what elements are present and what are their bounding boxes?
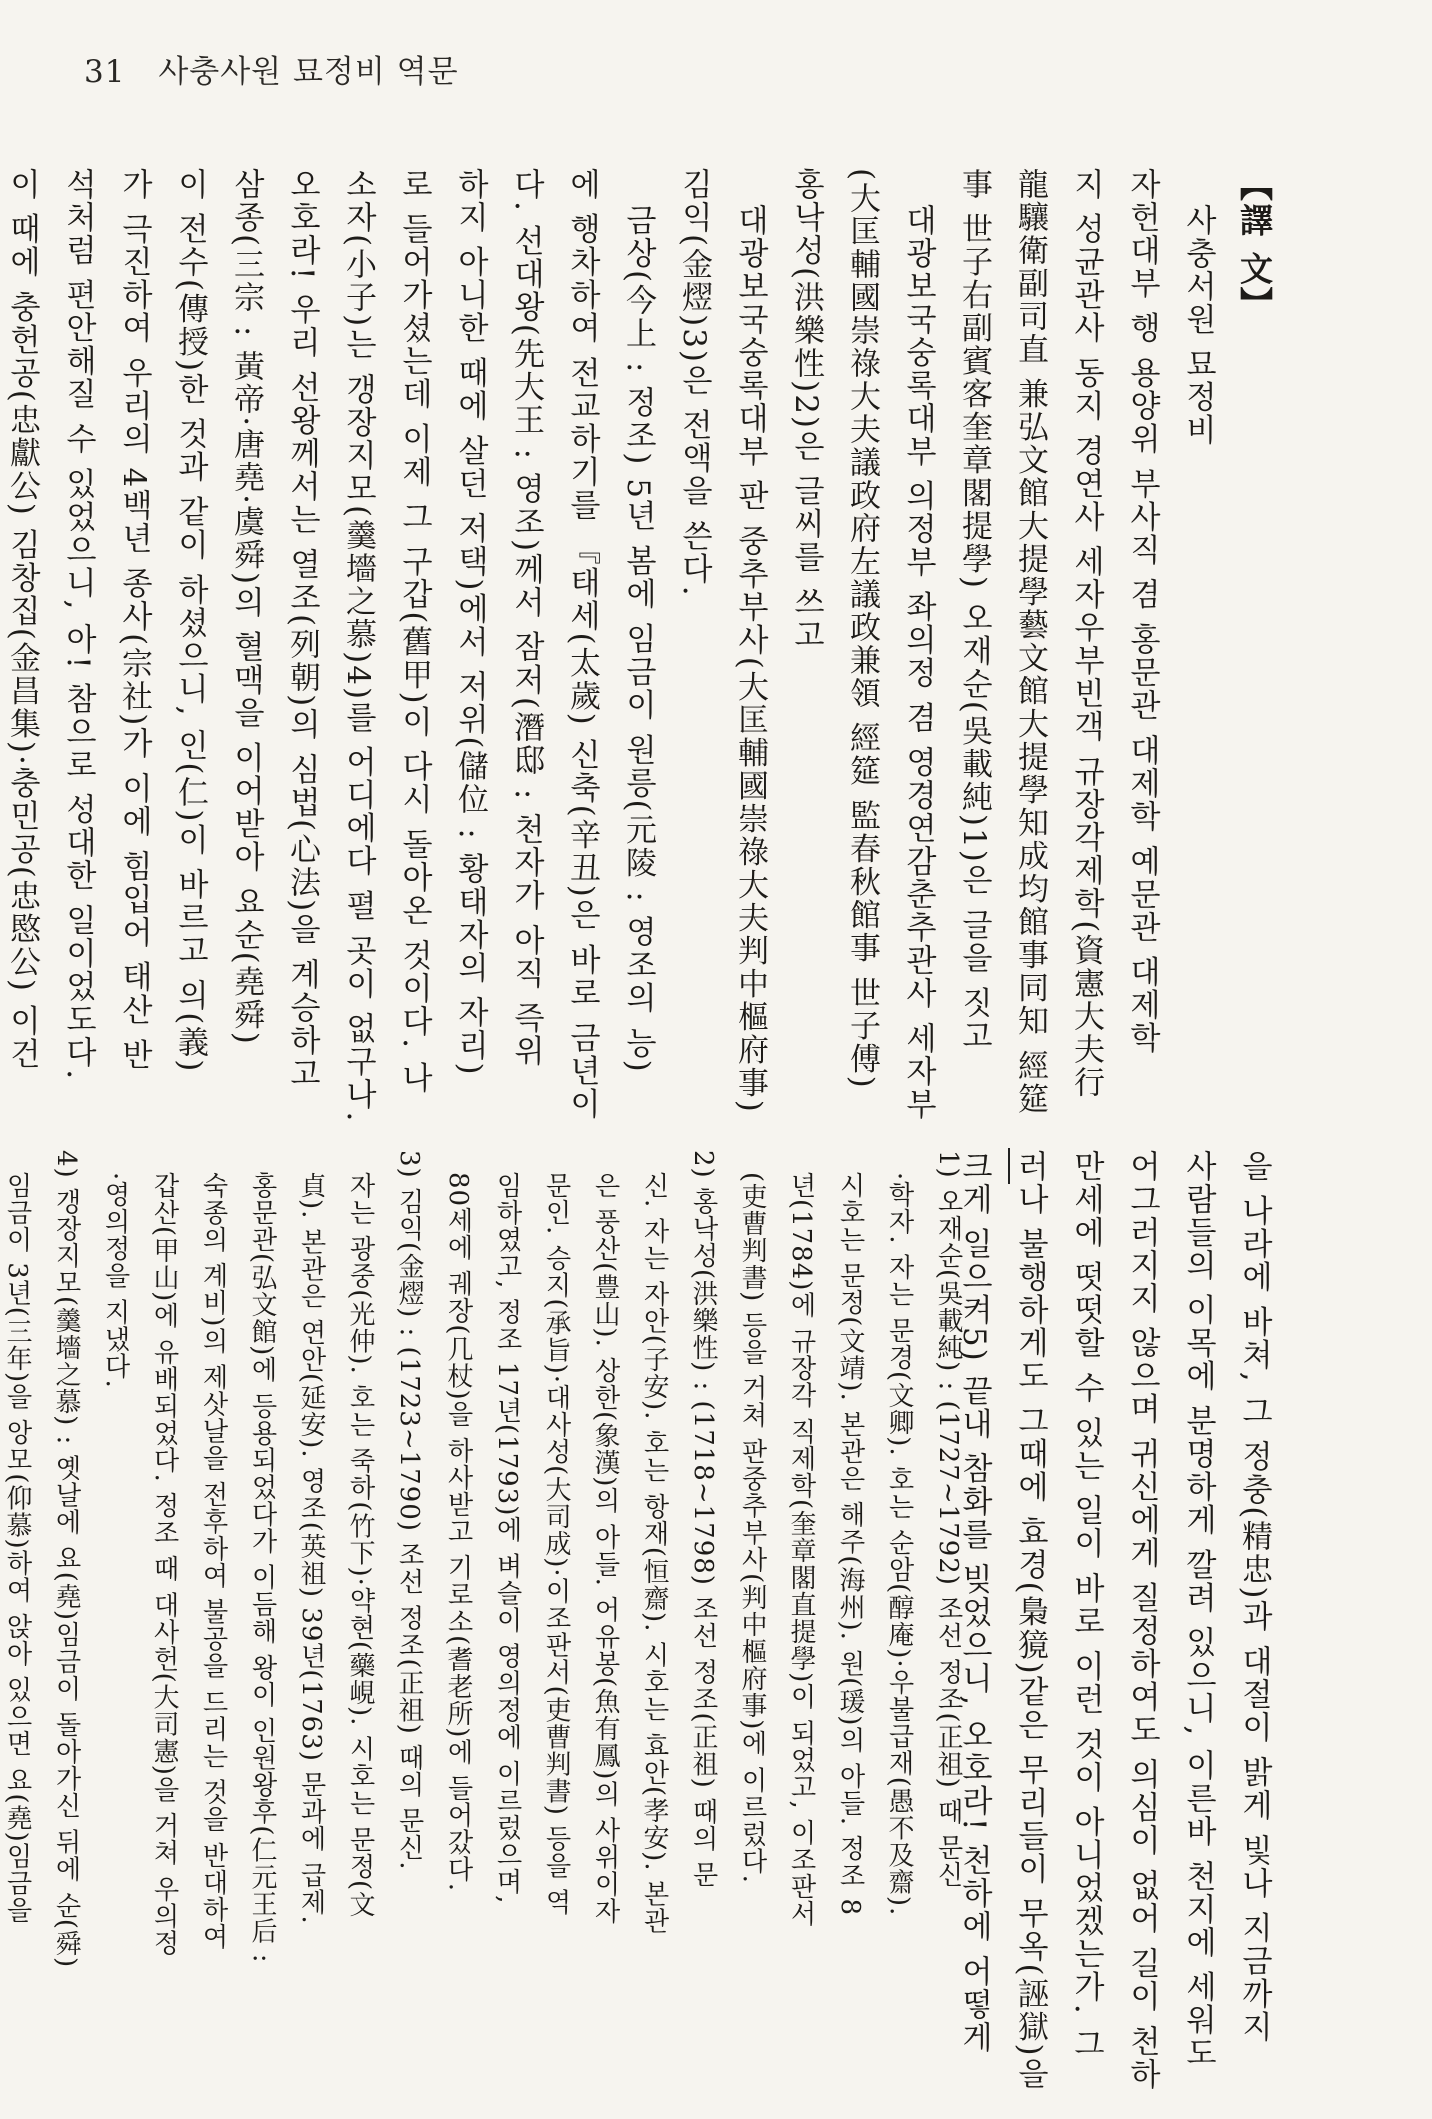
footnote-line: ·학자. 자는 문경(文卿). 호는 순암(醇庵)·우불급재(愚不及齋). bbox=[884, 1172, 914, 1917]
footnote-line: ·영의정을 지냈다. bbox=[100, 1172, 130, 1389]
page-header bbox=[84, 46, 459, 91]
translation-continued-block bbox=[946, 1150, 1282, 2091]
text-column: 사람들의 이목에 분명하게 깔려 있으니, 이른바 천지에 세워도 bbox=[1180, 1150, 1216, 2070]
text-column: 하지 아니한 때에 살던 저택)에서 저위(儲位 : 황태자의 자리) bbox=[452, 168, 488, 1077]
text-column: 대광보국숭록대부 판 중추부사(大匡輔國崇祿大夫判中樞府事) bbox=[732, 204, 768, 1114]
text-column: 다. 선대왕(先大王 : 영조)께서 잠저(潛邸 : 천자가 아직 즉위 bbox=[508, 168, 544, 1068]
text-column: 龍驤衛副司直 兼弘文館大提學藝文館大提學知成均館事同知 經筵 bbox=[1012, 168, 1048, 1116]
page-number: 31 bbox=[84, 54, 126, 90]
footnote-line: 임하였고, 정조 17년(1793)에 벼슬이 영의정에 이르렀으며, bbox=[492, 1172, 522, 1905]
text-column: 석처럼 편안해질 수 있었으니, 아! 참으로 성대한 일이었도다. bbox=[60, 168, 96, 1082]
text-column: 이 전수(傳授)한 것과 같이 하셨으니, 인(仁)이 바르고 의(義) bbox=[172, 168, 208, 1074]
text-column: 지 성균관사 동지 경연사 세자우부빈객 규장각제학(資憲大夫行 bbox=[1068, 168, 1104, 1100]
stele-title: 사충서원 묘정비 bbox=[1180, 204, 1216, 447]
translation-block bbox=[0, 168, 1282, 1123]
text-column: 홍낙성(洪樂性)2)은 글씨를 쓰고 bbox=[788, 168, 824, 652]
footnote-line: 신. 자는 자안(子安). 호는 항재(恒齋). 시호는 효안(孝安). 본관 bbox=[639, 1172, 669, 1935]
footnote-line: 은 풍산(豊山). 상한(象漢)의 아들. 어유봉(魚有鳳)의 사위이자 bbox=[590, 1172, 620, 1925]
footnote-start: 1) 오재순(吳載純) : (1727∼1792) 조선 정조(正祖) 때 문신 bbox=[933, 1150, 963, 1889]
text-column: 가 극진하여 우리의 4백년 종사(宗社)가 이에 힘입어 태산 반 bbox=[116, 168, 152, 1072]
text-column: 을 나라에 바쳐, 그 정충(精忠)과 대절이 밝게 빛나 지금까지 bbox=[1236, 1150, 1272, 2044]
notes-block bbox=[0, 1150, 972, 1979]
footnote-line: 임금이 3년(三年)을 앙모(仰慕)하여 앉아 있으면 요(堯)임금을 bbox=[2, 1172, 32, 1924]
text-column: 크게 일으켜5) 끝내 참화를 빚었으니, 오호라! 천하에 어떻게 bbox=[956, 1150, 992, 2055]
footnote-line: 자는 광중(光仲). 호는 죽하(竹下)·약현(藥峴). 시호는 문정(文 bbox=[345, 1172, 375, 1919]
footnote-line: 숙종의 계비)의 제삿날을 전후하여 불공을 드리는 것을 반대하여 bbox=[198, 1172, 228, 1950]
text-column: 事 世子右副賓客奎章閣提學) 오재순(吳載純)1)은 글을 짓고 bbox=[956, 168, 992, 1053]
footnote-line: 貞). 본관은 연안(延安). 영조(英祖) 39년(1763) 문과에 급제. bbox=[296, 1172, 326, 1925]
text-column: 김익(金熤)3)은 전액을 쓴다. bbox=[676, 168, 712, 598]
text-column: 소자(小子)는 갱장지모(羹墻之慕)4)를 어디에다 펼 곳이 없구나. bbox=[340, 168, 376, 1124]
footnote-start: 3) 김익(金熤) : (1723∼1790) 조선 정조(正祖) 때의 문신. bbox=[394, 1150, 424, 1871]
footnote-line: (吏曹判書) 등을 거쳐 판중추부사(判中樞府事)에 이르렀다. bbox=[737, 1172, 767, 1884]
text-column: 이 때에 충헌공(忠獻公) 김창집(金昌集)·충민공(忠愍公) 이건 bbox=[4, 168, 40, 1071]
text-column: 금상(今上 : 정조) 5년 봄에 임금이 원릉(元陵 : 영조의 능) bbox=[620, 204, 656, 1074]
text-column: 대광보국숭록대부 의정부 좌의정 겸 영경연감춘추관사 세자부 bbox=[900, 204, 936, 1122]
footnote-line: 문인. 승지(承旨)·대사성(大司成)·이조판서(吏曹判書) 등을 역 bbox=[541, 1172, 571, 1916]
footnote-start: 4) 갱장지모(羹墻之慕) : 옛날에 요(堯)임금이 돌아가신 뒤에 순(舜) bbox=[51, 1150, 81, 1969]
text-column: 삼종(三宗 : 黃帝·唐堯·虞舜)의 혈맥을 이어받아 요순(堯舜) bbox=[228, 168, 264, 1046]
text-column: 에 행차하여 전교하기를 『태세(太歲) 신축(辛丑)은 바로 금년이 bbox=[564, 168, 600, 1121]
text-column: (大匡輔國崇祿大夫議政府左議政兼領 經筵 監春秋館事 世子傅) bbox=[844, 168, 880, 1090]
footnote-line: 시호는 문정(文靖). 본관은 해주(海州). 원(瑗)의 아들. 정조 8 bbox=[835, 1172, 865, 1917]
notes-divider bbox=[1008, 1148, 1010, 1184]
translation-heading: 【譯 文】 bbox=[1235, 168, 1274, 322]
text-column: 로 들어가셨는데 이제 그 구갑(舊甲)이 다시 돌아온 것이다. 나 bbox=[396, 168, 432, 1095]
text-column: 오호라! 우리 선왕께서는 열조(列朝)의 심법(心法)을 계승하고 bbox=[284, 168, 320, 1091]
footnote-start: 2) 홍낙성(洪樂性) : (1718∼1798) 조선 정조(正祖) 때의 문 bbox=[688, 1150, 718, 1889]
footnote-line: 홍문관(弘文館)에 등용되었다가 이듬해 왕이 인원왕후(仁元王后 : bbox=[247, 1172, 277, 1964]
footnote-line: 년(1784)에 규장각 직제학(奎章閣直提學)이 되었고, 이조판서 bbox=[786, 1172, 816, 1928]
running-title: 사충사원 묘정비 역문 bbox=[158, 54, 459, 90]
text-column: 러나 불행하게도 그때에 효경(梟獍)같은 무리들이 무옥(誣獄)을 bbox=[1012, 1150, 1048, 2091]
text-column: 어그러지지 않으며 귀신에게 질정하여도 의심이 없어 길이 천하 bbox=[1124, 1150, 1160, 2091]
text-column: 만세에 떳떳할 수 있는 일이 바로 이런 것이 아니었겠는가. 그 bbox=[1068, 1150, 1104, 2061]
footnote-line: 80세에 궤장(几杖)을 하사받고 기로소(耆老所)에 들어갔다. bbox=[443, 1172, 473, 1892]
text-column: 자헌대부 행 용양위 부사직 겸 홍문관 대제학 예문관 대제학 bbox=[1124, 168, 1160, 1055]
footnote-line: 갑산(甲山)에 유배되었다. 정조 때 대사헌(大司憲)을 거쳐 우의정 bbox=[149, 1172, 179, 1957]
